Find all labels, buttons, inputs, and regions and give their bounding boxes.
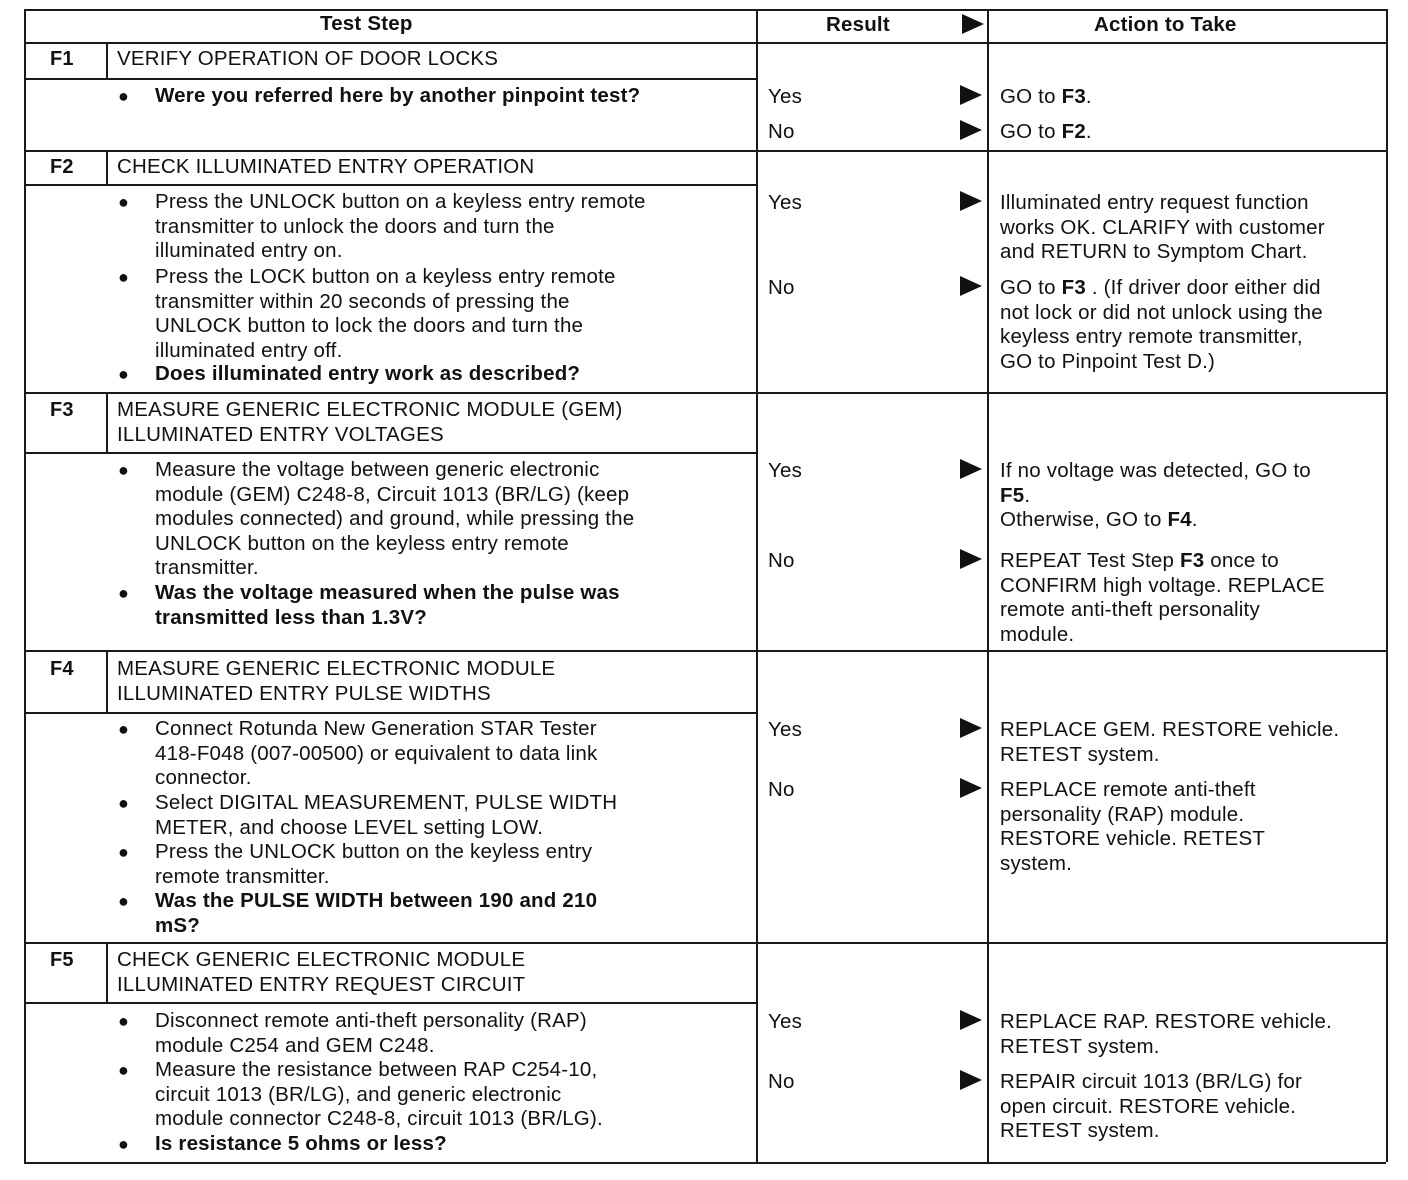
step-id: F4 [50,658,74,680]
question-text: Was the PULSE WIDTH between 190 and 210 [155,889,598,912]
instruction-text: Press the UNLOCK button on the keyless entry [155,840,593,863]
result-label-yes: Yes [768,459,803,482]
arrow-icon [962,14,984,34]
bullet-icon: ● [118,86,129,106]
action-line: GO to F3. [1000,85,1092,108]
step-title: ILLUMINATED ENTRY PULSE WIDTHS [117,681,491,705]
action-line: GO to F2. [1000,120,1092,143]
action-line: RESTORE vehicle. RETEST [1000,827,1266,850]
step-divider [24,942,1386,944]
step-id-divider [106,650,108,712]
question-text: transmitted less than 1.3V? [155,605,427,629]
header-rule [24,42,1386,44]
instruction-text: module connector C248-8, circuit 1013 (BR/LG). [155,1107,603,1130]
result-label-no: No [768,120,795,143]
arrow-icon [960,718,982,738]
action-line: and RETURN to Symptom Chart. [1000,240,1308,263]
bullet-icon: ● [118,793,129,813]
action-line: GO to F3 . (If driver door either did [1000,276,1321,299]
question-text: Does illuminated entry work as described? [155,362,581,385]
step-id: F3 [50,399,74,421]
bullet-icon: ● [118,192,129,212]
bullet-icon: ● [118,364,129,384]
question-text: mS? [155,913,201,937]
step-divider [24,392,1386,394]
action-column-divider [987,9,989,1162]
header-test-step: Test Step [320,12,413,35]
action-line: RETEST system. [1000,1034,1160,1058]
action-line: RETEST system. [1000,1119,1160,1142]
result-label-yes: Yes [768,1010,803,1033]
action-line: works OK. CLARIFY with customer [1000,215,1325,239]
arrow-icon [960,459,982,479]
action-line: F5. [1000,483,1031,507]
bullet-icon: ● [118,1134,129,1154]
action-line: RETEST system. [1000,742,1160,766]
bullet-icon: ● [118,583,129,603]
instruction-text: modules connected) and ground, while pressing the [155,507,635,530]
result-label-no: No [768,778,795,801]
action-line: If no voltage was detected, GO to [1000,459,1311,482]
action-line: REPLACE RAP. RESTORE vehicle. [1000,1010,1333,1033]
result-label-no: No [768,549,795,572]
step-title: CHECK GENERIC ELECTRONIC MODULE [117,948,526,971]
instruction-text: connector. [155,766,252,789]
result-label-yes: Yes [768,85,803,108]
step-id-divider [106,42,108,78]
result-label-no: No [768,1070,795,1093]
result-column-divider [756,9,758,1162]
instruction-text: UNLOCK button to lock the doors and turn the [155,314,584,337]
bullet-icon: ● [118,460,129,480]
step-id: F5 [50,949,74,971]
step-divider [24,150,1386,152]
instruction-text: Select DIGITAL MEASUREMENT, PULSE WIDTH [155,791,618,814]
action-line: module. [1000,622,1075,646]
bullet-icon: ● [118,891,129,911]
step-title-rule [24,452,756,454]
table-border-right [1386,9,1388,1162]
result-label-yes: Yes [768,191,803,214]
instruction-text: illuminated entry on. [155,239,343,262]
instruction-text: Press the UNLOCK button on a keyless entry remote [155,190,646,213]
arrow-icon [960,778,982,798]
bullet-icon: ● [118,1060,129,1080]
step-title-rule [24,712,756,714]
instruction-text: transmitter. [155,556,259,579]
instruction-text: remote transmitter. [155,864,330,888]
bullet-icon: ● [118,842,129,862]
step-title: CHECK ILLUMINATED ENTRY OPERATION [117,155,535,178]
table-border-top [24,9,1386,11]
instruction-text: 418-F048 (007-00500) or equivalent to data link [155,741,598,765]
step-title-rule [24,184,756,186]
action-line: keyless entry remote transmitter, [1000,325,1303,348]
instruction-text: circuit 1013 (BR/LG), and generic electronic [155,1082,562,1106]
action-line: REPEAT Test Step F3 once to [1000,549,1279,572]
question-text: Were you referred here by another pinpoint test? [155,84,641,107]
action-line: REPAIR circuit 1013 (BR/LG) for [1000,1070,1303,1093]
instruction-text: transmitter within 20 seconds of pressing the [155,289,570,313]
header-action: Action to Take [1094,13,1237,36]
action-line: CONFIRM high voltage. REPLACE [1000,573,1325,597]
action-line: system. [1000,851,1073,875]
arrow-icon [960,1010,982,1030]
table-border-left [24,9,26,1162]
action-line: REPLACE GEM. RESTORE vehicle. [1000,718,1340,741]
instruction-text: Press the LOCK button on a keyless entry remote [155,265,616,288]
step-title: MEASURE GENERIC ELECTRONIC MODULE (GEM) [117,398,623,421]
instruction-text: METER, and choose LEVEL setting LOW. [155,815,544,839]
instruction-text: Disconnect remote anti-theft personality (RAP) [155,1009,587,1032]
bullet-icon: ● [118,267,129,287]
step-id-divider [106,150,108,184]
step-id: F2 [50,156,74,178]
result-label-yes: Yes [768,718,803,741]
action-line: REPLACE remote anti-theft [1000,778,1256,801]
table-border-bottom [24,1162,1386,1164]
instruction-text: transmitter to unlock the doors and turn the [155,214,555,238]
question-text: Was the voltage measured when the pulse was [155,581,620,604]
instruction-text: Measure the resistance between RAP C254-10, [155,1058,598,1081]
arrow-icon [960,191,982,211]
arrow-icon [960,1070,982,1090]
action-line: Otherwise, GO to F4. [1000,508,1198,531]
instruction-text: module C254 and GEM C248. [155,1033,435,1057]
action-line: open circuit. RESTORE vehicle. [1000,1094,1297,1118]
arrow-icon [960,276,982,296]
step-title: ILLUMINATED ENTRY VOLTAGES [117,422,444,446]
arrow-icon [960,120,982,140]
step-id-divider [106,392,108,452]
step-title: ILLUMINATED ENTRY REQUEST CIRCUIT [117,972,526,996]
bullet-icon: ● [118,1011,129,1031]
step-title: MEASURE GENERIC ELECTRONIC MODULE [117,657,556,680]
action-line: Illuminated entry request function [1000,191,1309,214]
step-title: VERIFY OPERATION OF DOOR LOCKS [117,47,499,70]
instruction-text: Measure the voltage between generic electronic [155,458,600,481]
step-title-rule [24,78,756,80]
instruction-text: module (GEM) C248-8, Circuit 1013 (BR/LG) (keep [155,482,630,506]
action-line: not lock or did not unlock using the [1000,300,1323,324]
arrow-icon [960,85,982,105]
arrow-icon [960,549,982,569]
step-title-rule [24,1002,756,1004]
question-text: Is resistance 5 ohms or less? [155,1132,447,1155]
header-result: Result [826,13,890,36]
step-divider [24,650,1386,652]
action-line: GO to Pinpoint Test D.) [1000,349,1216,373]
step-id: F1 [50,48,74,70]
action-line: personality (RAP) module. [1000,802,1245,826]
step-id-divider [106,942,108,1002]
instruction-text: UNLOCK button on the keyless entry remote [155,531,569,555]
action-line: remote anti-theft personality [1000,598,1260,621]
result-label-no: No [768,276,795,299]
bullet-icon: ● [118,719,129,739]
instruction-text: illuminated entry off. [155,338,343,362]
instruction-text: Connect Rotunda New Generation STAR Tester [155,717,597,740]
